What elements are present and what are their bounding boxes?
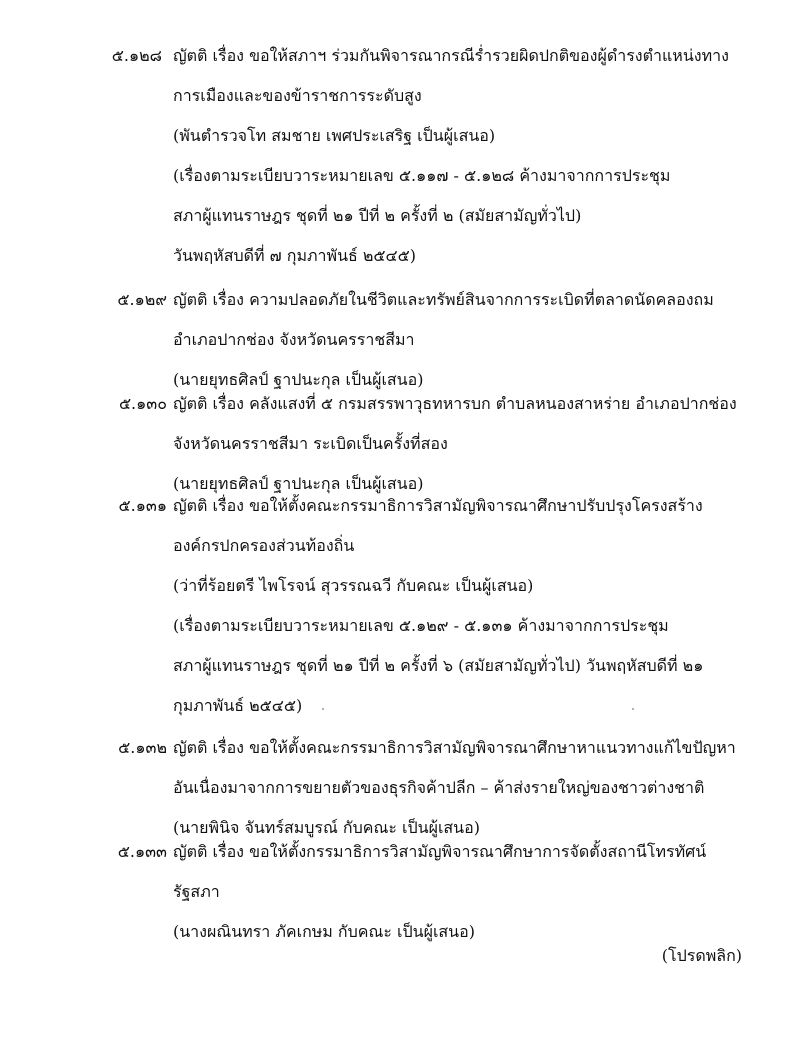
item-number: ๕.๑๓๒ [118, 738, 167, 757]
item-line: อำเภอปากช่อง จังหวัดนครราชสีมา [173, 330, 415, 349]
item-line: (นายพินิจ จันทร์สมบูรณ์ กับคณะ เป็นผู้เสนอ) [173, 818, 480, 837]
item-line: องค์กรปกครองส่วนท้องถิ่น [173, 536, 355, 555]
item-line: ญัตติ เรื่อง ขอให้สภาฯ ร่วมกันพิจารณากรณีร่ำรวยผิดปกติของผู้ดำรงตำแหน่งทาง [173, 46, 729, 65]
item-text [173, 486, 773, 726]
item-line: (เรื่องตามระเบียบวาระหมายเลข ๕.๑๑๗ - ๕.๑๒๘ ค้างมาจากการประชุม [173, 166, 671, 185]
item-line: อันเนื่องมาจากการขยายตัวของธุรกิจค้าปลีก – ค้าส่งรายใหญ่ของชาวต่างชาติ [173, 778, 705, 797]
please-turn-over-note: (โปรดพลิก) [661, 946, 742, 965]
item-line: ญัตติ เรื่อง ความปลอดภัยในชีวิตและทรัพย์สินจากการระเบิดที่ตลาดนัดคลองถม [173, 290, 714, 309]
item-line: จังหวัดนครราชสีมา ระเบิดเป็นครั้งที่สอง [173, 434, 448, 453]
item-number: ๕.๑๒๘ [111, 46, 162, 65]
item-line: ญัตติ เรื่อง คลังแสงที่ ๕ กรมสรรพาวุธทหารบก ตำบลหนองสาหร่าย อำเภอปากช่อง [173, 394, 737, 413]
item-text [173, 832, 773, 952]
item-text [173, 36, 773, 276]
item-line: (นายยุทธศิลป์ ฐาปนะกุล เป็นผู้เสนอ) [173, 370, 424, 389]
item-line: วันพฤหัสบดีที่ ๗ กุมภาพันธ์ ๒๕๔๕) [173, 246, 416, 265]
item-line: กุมภาพันธ์ ๒๕๔๕) [173, 696, 303, 715]
item-text [173, 728, 773, 848]
item-line: รัฐสภา [173, 882, 220, 901]
scan-speck [322, 708, 324, 710]
item-line: สภาผู้แทนราษฎร ชุดที่ ๒๑ ปีที่ ๒ ครั้งที่ ๖ (สมัยสามัญทั่วไป) วันพฤหัสบดีที่ ๒๑ [173, 656, 704, 675]
item-line: สภาผู้แทนราษฎร ชุดที่ ๒๑ ปีที่ ๒ ครั้งที่ ๒ (สมัยสามัญทั่วไป) [173, 206, 582, 225]
item-line: ญัตติ เรื่อง ขอให้ตั้งคณะกรรมาธิการวิสามัญพิจารณาศึกษาปรับปรุงโครงสร้าง [173, 496, 703, 515]
item-line: ญัตติ เรื่อง ขอให้ตั้งคณะกรรมาธิการวิสามัญพิจารณาศึกษาหาแนวทางแก้ไขปัญหา [173, 738, 736, 757]
item-number: ๕.๑๓๐ [118, 394, 167, 413]
item-line: (ว่าที่ร้อยตรี ไพโรจน์ สุวรรณฉวี กับคณะ เป็นผู้เสนอ) [173, 576, 534, 595]
item-line: (พันตำรวจโท สมชาย เพศประเสริฐ เป็นผู้เสนอ) [173, 126, 496, 145]
item-line: (นายยุทธศิลป์ ฐาปนะกุล เป็นผู้เสนอ) [173, 474, 424, 493]
item-number: ๕.๑๓๓ [117, 842, 167, 861]
item-line: (นางผณินทรา ภัคเกษม กับคณะ เป็นผู้เสนอ) [173, 922, 475, 941]
scan-speck [632, 708, 634, 710]
item-line: การเมืองและของข้าราชการระดับสูง [173, 86, 422, 105]
item-line: ญัตติ เรื่อง ขอให้ตั้งกรรมาธิการวิสามัญพิจารณาศึกษาการจัดตั้งสถานีโทรทัศน์ [173, 842, 707, 861]
item-text [173, 280, 773, 400]
item-number: ๕.๑๓๑ [118, 496, 167, 515]
item-number: ๕.๑๒๙ [117, 290, 167, 309]
item-line: (เรื่องตามระเบียบวาระหมายเลข ๕.๑๒๙ - ๕.๑๓๑ ค้างมาจากการประชุม [173, 616, 669, 635]
